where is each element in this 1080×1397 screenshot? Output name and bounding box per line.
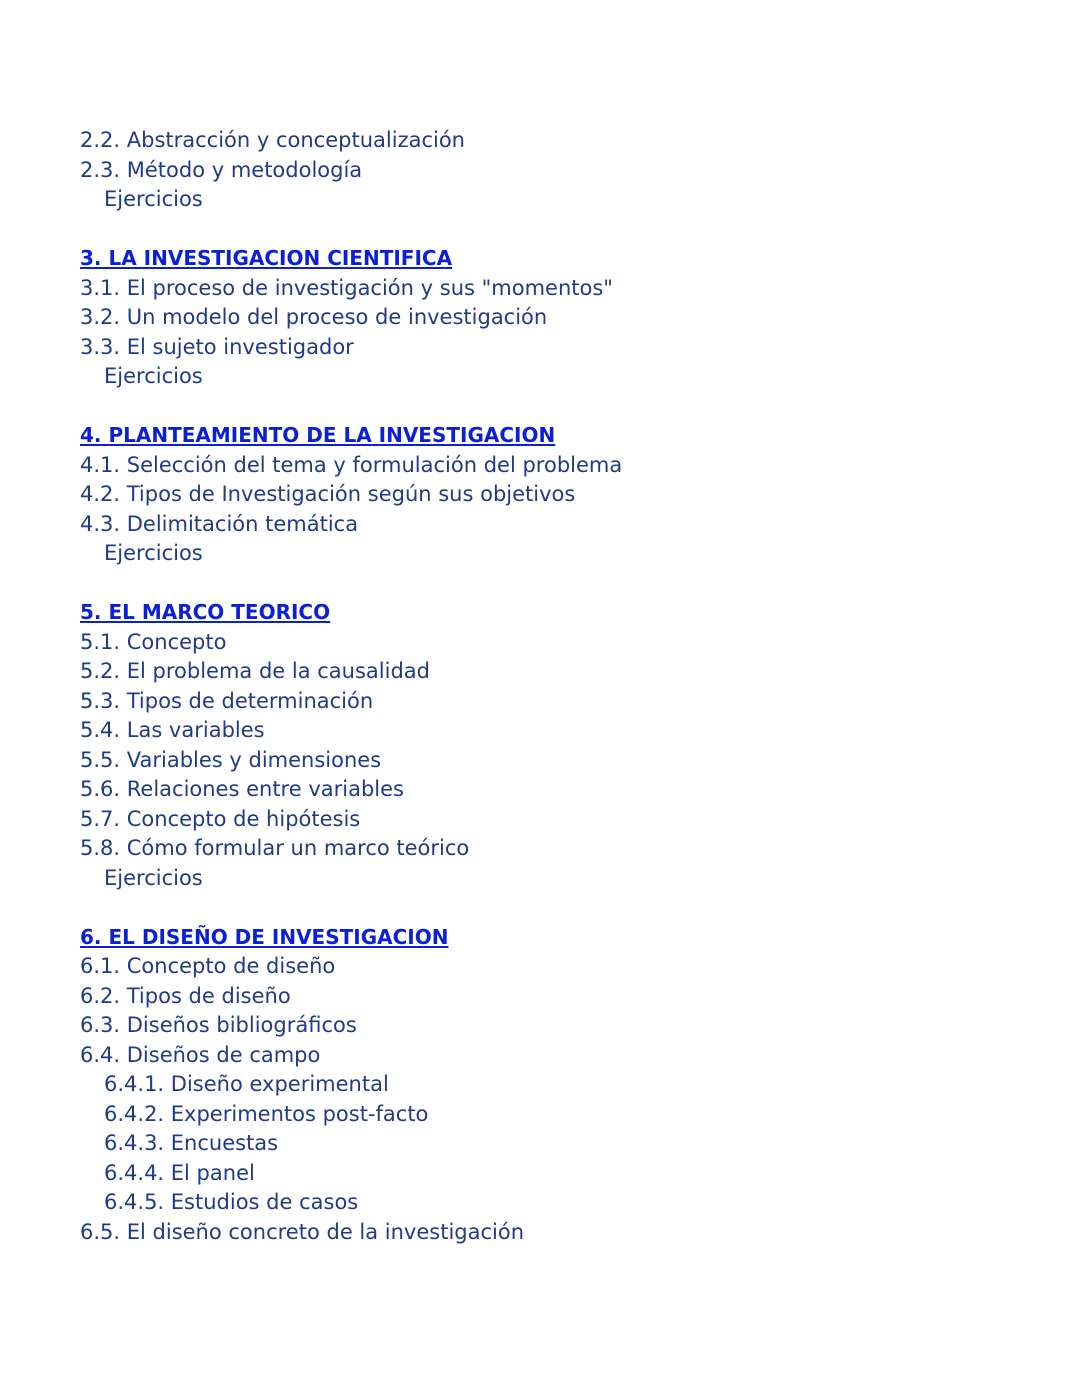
toc-item-4-1: 4.1. Selección del tema y formulación del problema [80, 452, 623, 477]
toc-item-6-3: 6.3. Diseños bibliográficos [80, 1013, 357, 1037]
toc-item-4-3: 4.3. Delimitación temática [80, 511, 359, 536]
section-5-heading-link[interactable]: 5. EL MARCO TEORICO [80, 600, 331, 624]
toc-item-2-2: 2.2. Abstracción y conceptualización [80, 128, 465, 152]
toc-item-6-4-3: 6.4.3. Encuestas [104, 1131, 279, 1155]
toc-item-6-4-1: 6.4.1. Diseño experimental [104, 1072, 389, 1096]
section-4-heading-row [80, 421, 1020, 451]
toc-item-6-4: 6.4. Diseños de campo [80, 1042, 321, 1067]
toc-item-exercises-2: Ejercicios [104, 187, 203, 211]
toc-item-6-4-5: 6.4.5. Estudios de casos [104, 1190, 359, 1214]
toc-item-5-4: 5.4. Las variables [80, 718, 265, 742]
section-5-heading-row [80, 598, 1020, 628]
toc-item-6-5: 6.5. El diseño concreto de la investigación [80, 1219, 525, 1244]
section-6-heading-row [80, 923, 1020, 953]
toc-item-exercises-3: Ejercicios [104, 364, 203, 388]
toc-item-3-3: 3.3. El sujeto investigador [80, 334, 354, 359]
section-3-heading-row [80, 244, 1020, 274]
section-4-heading-link[interactable]: 4. PLANTEAMIENTO DE LA INVESTIGACION [80, 423, 556, 447]
toc-item-5-1: 5.1. Concepto [80, 629, 227, 654]
section-3-heading-link[interactable]: 3. LA INVESTIGACION CIENTIFICA [80, 246, 453, 270]
toc-item-4-2: 4.2. Tipos de Investigación según sus objetivos [80, 482, 576, 506]
toc-item-2-3: 2.3. Método y metodología [80, 157, 363, 182]
toc-item-5-8: 5.8. Cómo formular un marco teórico [80, 836, 470, 860]
toc-item-5-5: 5.5. Variables y dimensiones [80, 747, 382, 772]
toc-item-3-2: 3.2. Un modelo del proceso de investigación [80, 305, 548, 329]
toc-item-5-6: 5.6. Relaciones entre variables [80, 777, 404, 801]
toc-item-6-2: 6.2. Tipos de diseño [80, 983, 291, 1008]
toc-item-6-1: 6.1. Concepto de diseño [80, 954, 336, 978]
section-6-heading-link[interactable]: 6. EL DISEÑO DE INVESTIGACION [80, 924, 449, 949]
toc-item-3-1: 3.1. El proceso de investigación y sus "momentos" [80, 275, 613, 300]
toc-item-exercises-5: Ejercicios [104, 865, 203, 890]
toc-item-5-7: 5.7. Concepto de hipótesis [80, 806, 361, 831]
toc-item-6-4-4: 6.4.4. El panel [104, 1160, 255, 1185]
toc-item-6-4-2: 6.4.2. Experimentos post-facto [104, 1101, 429, 1126]
toc-item-exercises-4: Ejercicios [104, 541, 203, 565]
table-of-contents [80, 126, 1020, 1247]
toc-item-5-2: 5.2. El problema de la causalidad [80, 659, 430, 683]
toc-item-5-3: 5.3. Tipos de determinación [80, 688, 374, 713]
